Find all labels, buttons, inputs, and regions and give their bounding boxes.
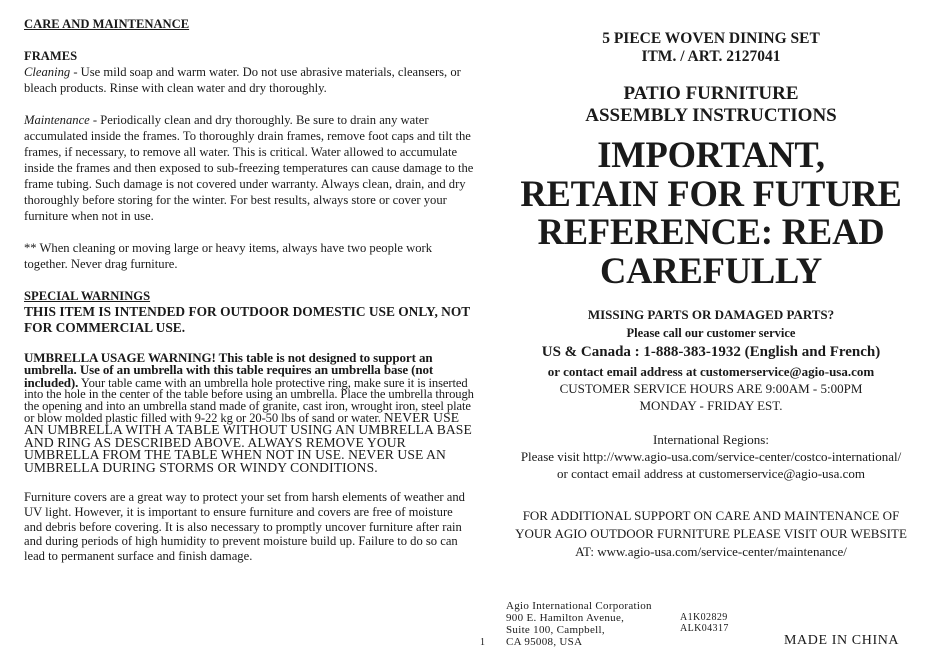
cover-column bbox=[515, 30, 907, 561]
product-name: 5 PIECE WOVEN DINING SET bbox=[602, 30, 820, 47]
page-number: 1 bbox=[480, 637, 485, 648]
address-line: Agio International Corporation bbox=[506, 600, 652, 612]
maintenance-text: - Periodically clean and dry thoroughly. Be sure to drain any water accumulated inside the frames. To thoroughly drain frames, remove foot caps and tilt the frames, if necessary, to remove all water. This is critical. Water allowed to accumulate inside the frames and then exposed to sub-freezing temperatures can cause damage to the frame tubing. Such damage is not covered under warranty. Always clean, drain, and dry thoroughly before storing for the winter. For best results, always store or cover your furniture when not in use. bbox=[24, 113, 474, 223]
important-line: CAREFULLY bbox=[600, 249, 822, 291]
item-number: ITM. / ART. 2127041 bbox=[641, 48, 781, 65]
support-line-2: YOUR AGIO OUTDOOR FURNITURE PLEASE VISIT OUR WEBSITE bbox=[515, 526, 907, 541]
cleaning-text: - Use mild soap and warm water. Do not use abrasive materials, cleansers, or bleach products. Rinse with clean water and dry thoroughly. bbox=[24, 65, 461, 95]
address-line: 900 E. Hamilton Avenue, bbox=[506, 612, 625, 624]
two-people-note: ** When cleaning or moving large or heavy items, always have two people work together. Never drag furniture. bbox=[24, 241, 433, 271]
umbrella-warning-bold: UMBRELLA USAGE WARNING! This table is not designed to support an umbrella. Use of an umbrella with this table requires an umbrella base (not included). bbox=[24, 350, 434, 390]
important-line: REFERENCE: READ bbox=[537, 211, 885, 252]
support-line-3: AT: www.agio-usa.com/service-center/maintenance/ bbox=[575, 544, 847, 559]
address-line: CA 95008, USA bbox=[506, 636, 583, 648]
important-line: RETAIN FOR FUTURE bbox=[520, 172, 902, 214]
missing-parts-heading: MISSING PARTS OR DAMAGED PARTS? bbox=[587, 307, 835, 322]
umbrella-warning bbox=[24, 352, 474, 474]
care-maintenance-column bbox=[24, 16, 474, 564]
made-in-label: MADE IN CHINA bbox=[784, 633, 900, 648]
maintenance-label: Maintenance bbox=[24, 113, 90, 127]
address-line: Suite 100, Campbell, bbox=[506, 624, 605, 636]
maintenance-paragraph bbox=[24, 112, 474, 224]
doc-type-line2: ASSEMBLY INSTRUCTIONS bbox=[585, 105, 837, 126]
frames-heading: FRAMES bbox=[24, 49, 78, 63]
phone-line: US & Canada : 1-888-383-1932 (English and French) bbox=[541, 344, 881, 360]
covers-paragraph: Furniture covers are a great way to protect your set from harsh elements of weather and UV light. However, it is important to ensure furniture and covers are free of moisture and debris before covering. It is also necessary to promptly uncover furniture after rain and during periods of high humidity to prevent moisture build up. Failure to do so can lead to permanent surface and finish damage. bbox=[24, 490, 465, 564]
product-codes bbox=[680, 612, 729, 634]
company-address bbox=[506, 600, 652, 648]
outdoor-use-warning: THIS ITEM IS INTENDED FOR OUTDOOR DOMESTIC USE ONLY, NOT FOR COMMERCIAL USE. bbox=[24, 304, 470, 335]
important-notice bbox=[520, 136, 902, 290]
umbrella-warning-caps: NEVER USE AN UMBRELLA WITH A TABLE WITHOUT USING AN UMBRELLA BASE AND RING AS DESCRIBED ABOVE. ALWAYS REMOVE YOUR UMBRELLA FROM THE TABLE WHEN NOT IN USE. NEVER USE AN UMBRELLA DURING STORMS OR WINDY CONDITIONS. bbox=[24, 410, 472, 475]
hours-line-2: MONDAY - FRIDAY EST. bbox=[639, 398, 783, 413]
intl-visit-link: Please visit http://www.agio-usa.com/service-center/costco-international/ bbox=[520, 449, 902, 464]
special-warnings-heading: SPECIAL WARNINGS bbox=[24, 289, 151, 303]
cleaning-paragraph bbox=[24, 64, 474, 96]
cleaning-label: Cleaning bbox=[24, 65, 71, 79]
doc-type-line1: PATIO FURNITURE bbox=[623, 83, 799, 104]
intl-heading: International Regions: bbox=[653, 432, 769, 447]
important-line: IMPORTANT, bbox=[597, 134, 825, 175]
umbrella-warning-body: Your table came with an umbrella hole protective ring, make sure it is inserted into the hole in the center of the table before using an umbrella. Place the umbrella through the opening and into an umbrella stand made of granite, cast iron, wrought iron, steel plate or blow molded plastic filled with 9-22 kg or 20-50 lbs of sand or water. bbox=[24, 375, 474, 426]
product-code: A1K02829 bbox=[680, 612, 728, 623]
product-code: ALK04317 bbox=[680, 623, 729, 634]
intl-email: or contact email address at customerservice@agio-usa.com bbox=[557, 466, 865, 481]
support-line-1: FOR ADDITIONAL SUPPORT ON CARE AND MAINTENANCE OF bbox=[522, 508, 900, 523]
hours-line-1: CUSTOMER SERVICE HOURS ARE 9:00AM - 5:00PM bbox=[559, 381, 863, 396]
section-title: CARE AND MAINTENANCE bbox=[24, 17, 190, 31]
call-service-text: Please call our customer service bbox=[626, 326, 796, 340]
email-line: or contact email address at customerservice@agio-usa.com bbox=[547, 364, 875, 379]
